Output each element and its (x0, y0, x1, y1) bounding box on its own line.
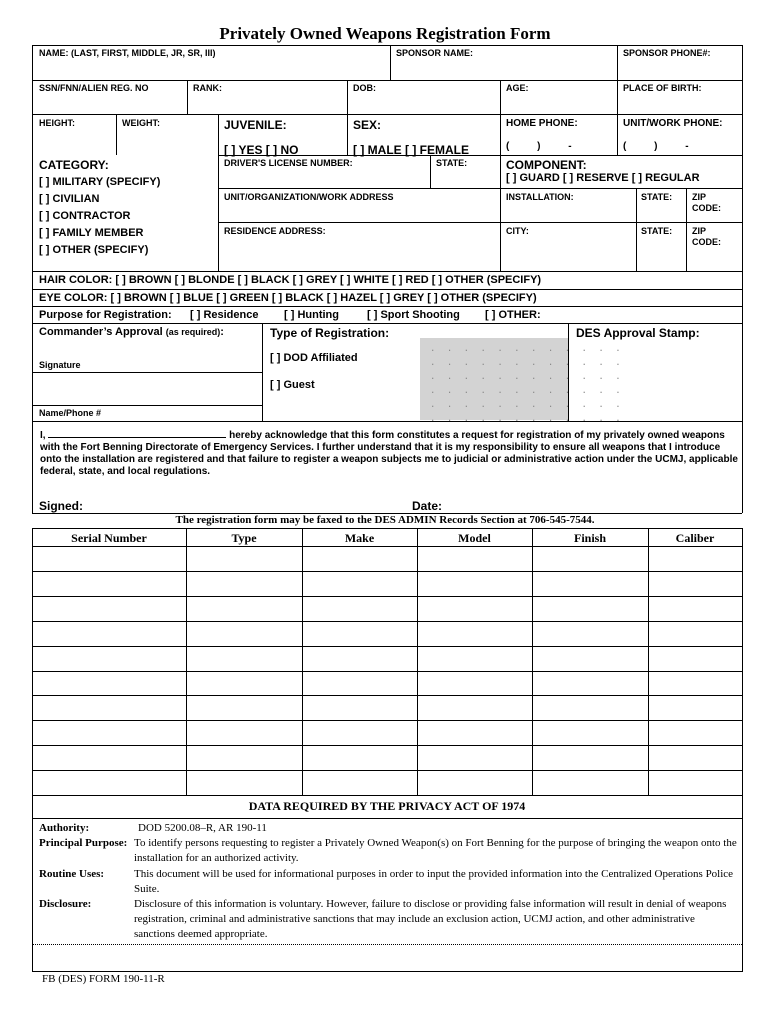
height-label: HEIGHT: (39, 118, 75, 128)
purpose-other[interactable]: [ ] OTHER: (485, 309, 541, 321)
privacy-disclosure-label: Disclosure: (39, 898, 92, 910)
privacy-authority-text: DOD 5200.08–R, AR 190-11 (138, 822, 267, 834)
purpose-residence[interactable]: [ ] Residence (190, 309, 259, 321)
table-row-divider (32, 695, 742, 696)
col-header-type: Type (231, 531, 257, 545)
installation-state-label: STATE: (641, 192, 673, 202)
privacy-purpose-label: Principal Purpose: (39, 837, 128, 849)
purpose-sport-shooting[interactable]: [ ] Sport Shooting (367, 309, 460, 321)
col-header-make: Make (344, 531, 375, 545)
fax-note: The registration form may be faxed to the DES ADMIN Records Section at 706-545-7544. (175, 514, 595, 526)
col-header-serial-number: Serial Number (71, 531, 147, 545)
installation-zip-label: ZIP CODE: (692, 192, 721, 213)
category-label: CATEGORY: (39, 158, 109, 172)
privacy-routine-uses-label: Routine Uses: (39, 868, 105, 880)
drivers-license-label: DRIVER'S LICENSE NUMBER: (224, 158, 353, 168)
juvenile-label: JUVENILE: (224, 118, 287, 132)
rank-label: RANK: (193, 83, 222, 93)
acknowledgment-name-blank[interactable] (48, 428, 226, 438)
home-phone-format: ( ) - (506, 141, 572, 152)
form-number-footer: FB (DES) FORM 190-11-R (42, 973, 165, 985)
table-row-divider (32, 770, 742, 771)
eye-color-options[interactable]: EYE COLOR: [ ] BROWN [ ] BLUE [ ] GREEN [ ] BLACK [ ] HAZEL [ ] GREY [ ] OTHER (SPECIFY) (39, 292, 537, 304)
weight-label: WEIGHT: (122, 118, 160, 128)
table-row-divider (32, 745, 742, 746)
privacy-disclosure-text: Disclosure of this information is voluntary. However, failure to disclose or providing false information will result in denial of weapons registration, criminal and administrative sanctions that may include an exclusion action, UCMJ action, and other administrative sanctions deemed appropriate. (134, 898, 727, 940)
sponsor-phone-label: SPONSOR PHONE#: (623, 48, 711, 58)
purpose-label: Purpose for Registration: (39, 309, 172, 321)
dob-label: DOB: (353, 83, 376, 93)
form-title: Privately Owned Weapons Registration Form (219, 24, 551, 43)
category-option-family-member[interactable]: [ ] FAMILY MEMBER (39, 227, 144, 239)
table-row-divider (32, 571, 742, 572)
col-header-finish: Finish (573, 531, 606, 545)
juvenile-options[interactable]: [ ] YES [ ] NO (224, 143, 299, 157)
work-phone-label: UNIT/WORK PHONE: (623, 118, 723, 129)
registration-type-guest[interactable]: [ ] Guest (270, 379, 315, 391)
table-row-divider (32, 671, 742, 672)
stamp-dot-pattern: . . . . . . . . . . . . . . . . . . . . . . . . . . . . . . . . . . . . . . . . . . . . . . . . . . . . . . . . . . . . . . . . . . . . . . . . (430, 344, 624, 424)
date-label: Date: (412, 499, 443, 513)
installation-label: INSTALLATION: (506, 192, 574, 202)
work-phone-format: ( ) - (623, 141, 689, 152)
sponsor-name-label: SPONSOR NAME: (396, 48, 474, 58)
category-option-military[interactable]: [ ] MILITARY (SPECIFY) (39, 176, 161, 188)
registration-type-dod[interactable]: [ ] DOD Affiliated (270, 352, 358, 364)
acknowledgment-text: I, hereby acknowledge that this form constitutes a request for registration of my privately owned weapons with the Fort Benning Directorate of Emergency Services. I further understand that it is my responsibility to ensure all weapons that I introduce onto the installation are registered and that failure to register a weapon subjects me to judicial or administrative action under the UCMJ, applicable federal, state, and local regulations. (40, 430, 738, 477)
sex-label: SEX: (353, 118, 382, 132)
signed-label: Signed: (39, 499, 83, 513)
purpose-hunting[interactable]: [ ] Hunting (284, 309, 339, 321)
privacy-authority-label: Authority: (39, 822, 90, 834)
signature-label: Signature (39, 360, 81, 370)
component-options[interactable]: [ ] GUARD [ ] RESERVE [ ] REGULAR (506, 172, 700, 184)
home-phone-label: HOME PHONE: (506, 118, 578, 129)
residence-zip-label: ZIP CODE: (692, 226, 721, 247)
hair-color-options[interactable]: HAIR COLOR: [ ] BROWN [ ] BLONDE [ ] BLACK [ ] GREY [ ] WHITE [ ] RED [ ] OTHER (SPECIFY) (39, 274, 542, 286)
col-header-caliber: Caliber (675, 531, 715, 545)
place-of-birth-label: PLACE OF BIRTH: (623, 83, 702, 93)
age-label: AGE: (506, 83, 529, 93)
category-option-contractor[interactable]: [ ] CONTRACTOR (39, 210, 131, 222)
city-label: CITY: (506, 226, 529, 236)
name-field-label: NAME: (LAST, FIRST, MIDDLE, JR, SR, III) (39, 48, 216, 58)
license-state-label: STATE: (436, 158, 468, 168)
des-approval-stamp-label: DES Approval Stamp: (576, 326, 700, 340)
registration-type-label: Type of Registration: (270, 326, 390, 340)
privacy-routine-uses-text: This document will be used for informational purposes in order to input the provided information into the Centralized Operations Police Suite. (134, 868, 734, 895)
sex-options[interactable]: [ ] MALE [ ] FEMALE (353, 143, 469, 157)
ssn-label: SSN/FNN/ALIEN REG. NO (39, 83, 149, 93)
col-header-model: Model (458, 531, 491, 545)
category-option-civilian[interactable]: [ ] CIVILIAN (39, 193, 100, 205)
table-row-divider (32, 621, 742, 622)
unit-address-label: UNIT/ORGANIZATION/WORK ADDRESS (224, 192, 394, 202)
table-row-divider (32, 596, 742, 597)
name-phone-label: Name/Phone # (39, 408, 102, 418)
commander-approval-label: Commander’s Approval (as required): (39, 326, 224, 338)
privacy-act-heading: DATA REQUIRED BY THE PRIVACY ACT OF 1974 (248, 799, 526, 813)
component-label: COMPONENT: (506, 158, 587, 172)
table-row-divider (32, 720, 742, 721)
table-row-divider (32, 646, 742, 647)
residence-state-label: STATE: (641, 226, 673, 236)
privacy-purpose-text: To identify persons requesting to register a Privately Owned Weapon(s) on Fort Benning for the purpose of bringing the weapon onto the installation for an authorized activity. (134, 837, 737, 864)
residence-address-label: RESIDENCE ADDRESS: (224, 226, 326, 236)
category-option-other[interactable]: [ ] OTHER (SPECIFY) (39, 244, 149, 256)
